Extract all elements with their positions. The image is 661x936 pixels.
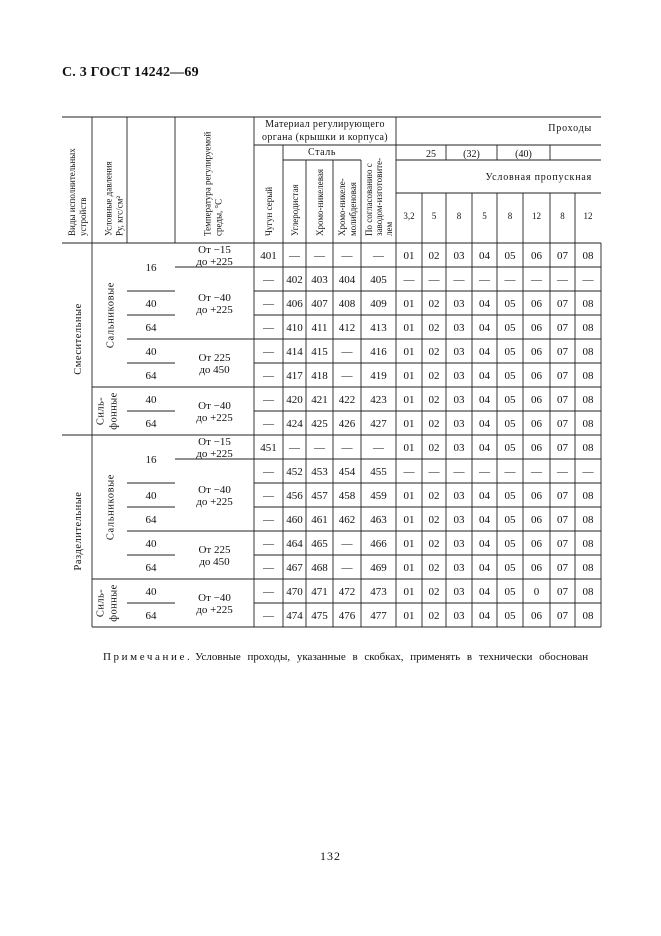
throughput-value: 12 <box>532 211 541 221</box>
material-code: 423 <box>370 394 387 406</box>
header-types-devices: Виды исполнительныхустройств <box>67 148 88 236</box>
passage-code: 06 <box>531 442 542 454</box>
passage-code: — <box>479 274 490 286</box>
passage-code: 08 <box>582 562 594 574</box>
material-code: 408 <box>338 298 356 310</box>
passage-code: 07 <box>557 394 568 406</box>
temperature-value-to: до +225 <box>196 496 233 508</box>
passage-code: 02 <box>428 298 440 310</box>
passage-code: 03 <box>453 514 465 526</box>
material-code: 427 <box>370 418 387 430</box>
passage-code: — <box>531 466 542 478</box>
pressure-value: 40 <box>145 586 157 598</box>
material-code: — <box>341 538 353 550</box>
throughput-value: 8 <box>507 211 513 221</box>
passage-code: 01 <box>403 394 415 406</box>
passage-code: 06 <box>531 370 542 382</box>
passage-code: 03 <box>453 418 465 430</box>
passage-code: 08 <box>582 514 594 526</box>
material-code: — <box>263 418 274 430</box>
material-code: — <box>263 490 274 502</box>
material-code: 425 <box>311 418 328 430</box>
temperature-value-to: до 450 <box>199 364 230 376</box>
material-code: 467 <box>286 562 303 574</box>
passage-code: 02 <box>428 514 440 526</box>
passage-code: 05 <box>504 538 516 550</box>
passage-code: 06 <box>531 250 542 262</box>
passage-code: 07 <box>557 298 568 310</box>
pressure-value: 64 <box>145 610 157 622</box>
temperature-value-from: От −15 <box>198 244 231 256</box>
passage-code: 03 <box>453 562 465 574</box>
header-pressure: Условные давленияPу, кгс/см² <box>103 161 125 236</box>
throughput-value: 12 <box>583 211 593 221</box>
material-code: 471 <box>311 586 328 598</box>
material-code: 416 <box>370 346 387 358</box>
subgroup-label: Силь- <box>95 588 107 618</box>
passage-group-label: 25 <box>426 149 436 160</box>
passage-code: 08 <box>582 442 594 454</box>
passage-code: 01 <box>403 514 415 526</box>
header-material-title-line1: Материал регулирующего <box>265 119 385 130</box>
material-code: 470 <box>286 586 303 598</box>
material-code: — <box>289 442 300 454</box>
page-number: 132 <box>320 849 341 863</box>
passage-code: — <box>557 466 568 478</box>
material-code: — <box>341 346 353 358</box>
throughput-value: 8 <box>456 211 462 221</box>
table-note <box>103 651 588 663</box>
material-code: — <box>341 442 353 454</box>
passage-code: 02 <box>428 370 440 382</box>
passage-code: 07 <box>557 490 568 502</box>
material-code: 461 <box>311 514 328 526</box>
subgroup-label: фонные <box>108 584 120 622</box>
material-code: — <box>314 250 325 262</box>
pressure-value: 40 <box>145 346 157 358</box>
material-code: 418 <box>311 370 328 382</box>
material-code: 477 <box>370 610 387 622</box>
passage-code: 06 <box>531 514 542 526</box>
material-code: 460 <box>286 514 303 526</box>
passage-group-label: (40) <box>515 149 532 160</box>
passage-code: 05 <box>504 346 516 358</box>
material-code: 401 <box>260 250 277 262</box>
passage-code: 08 <box>582 346 594 358</box>
passage-code: 02 <box>428 442 440 454</box>
passage-code: 01 <box>403 418 415 430</box>
temperature-value-from: От 225 <box>198 544 231 556</box>
passage-code: 06 <box>531 490 542 502</box>
passage-code: 06 <box>531 322 542 334</box>
material-code: 469 <box>370 562 387 574</box>
material-code: — <box>263 610 274 622</box>
temperature-value-from: От 225 <box>198 352 231 364</box>
passage-code: 02 <box>428 538 440 550</box>
passage-code: — <box>403 274 415 286</box>
passage-code: 01 <box>403 610 415 622</box>
temperature-value-to: до 450 <box>199 556 230 568</box>
material-code: — <box>263 394 274 406</box>
throughput-value: 3,2 <box>403 211 415 221</box>
passage-code: 07 <box>557 538 568 550</box>
passage-code: — <box>403 466 415 478</box>
passage-code: 07 <box>557 322 568 334</box>
passage-code: 07 <box>557 562 568 574</box>
material-code: 459 <box>370 490 387 502</box>
passage-code: — <box>504 466 516 478</box>
passage-code: 05 <box>504 418 516 430</box>
material-code: 451 <box>260 442 277 454</box>
passage-code: 06 <box>531 610 542 622</box>
passage-code: 06 <box>531 538 542 550</box>
passage-code: 01 <box>403 322 415 334</box>
passage-code: — <box>479 466 490 478</box>
passage-code: 07 <box>557 370 568 382</box>
material-code: 453 <box>311 466 328 478</box>
passage-code: 08 <box>582 322 594 334</box>
material-code: — <box>263 370 274 382</box>
passage-code: 01 <box>403 490 415 502</box>
pressure-value: 40 <box>145 490 157 502</box>
material-code: — <box>314 442 325 454</box>
passage-code: 08 <box>582 586 594 598</box>
passage-code: 03 <box>453 490 465 502</box>
passage-code: 08 <box>582 538 594 550</box>
material-code: — <box>263 562 274 574</box>
passage-code: 02 <box>428 610 440 622</box>
passage-code: 04 <box>479 538 490 550</box>
material-code: 410 <box>286 322 303 334</box>
material-code: 409 <box>370 298 387 310</box>
passage-code: 01 <box>403 370 415 382</box>
passage-code: — <box>557 274 568 286</box>
temperature-value-from: От −40 <box>198 484 231 496</box>
passage-code: 08 <box>582 418 594 430</box>
passage-code: 03 <box>453 322 465 334</box>
passage-code: — <box>531 274 542 286</box>
passage-code: 01 <box>403 586 415 598</box>
material-code: 473 <box>370 586 387 598</box>
passage-code: 04 <box>479 442 490 454</box>
pressure-value: 16 <box>145 454 157 466</box>
material-code: 457 <box>311 490 328 502</box>
passage-code: 06 <box>531 394 542 406</box>
pressure-value: 64 <box>145 370 157 382</box>
passage-code: 02 <box>428 490 440 502</box>
passage-code: 02 <box>428 250 440 262</box>
subgroup-label: Сальниковые <box>105 281 117 349</box>
passage-code: 04 <box>479 418 490 430</box>
material-code: 456 <box>286 490 303 502</box>
material-code: — <box>263 586 274 598</box>
material-code: 407 <box>311 298 328 310</box>
subgroup-label: фонные <box>108 392 120 430</box>
subgroup-label: Силь- <box>95 396 107 426</box>
material-code: — <box>263 346 274 358</box>
passage-code: 03 <box>453 538 465 550</box>
passage-code: 01 <box>403 562 415 574</box>
passage-code: 08 <box>582 250 594 262</box>
passage-code: 05 <box>504 586 516 598</box>
passage-code: 01 <box>403 346 415 358</box>
passage-code: 03 <box>453 250 465 262</box>
pressure-value: 64 <box>145 514 157 526</box>
material-code: — <box>341 370 353 382</box>
passage-code: 07 <box>557 514 568 526</box>
pressure-value: 40 <box>145 394 157 406</box>
page-header: С. 3 ГОСТ 14242—69 <box>62 65 199 80</box>
passage-code: 05 <box>504 562 516 574</box>
material-code: 464 <box>286 538 303 550</box>
passage-code: 06 <box>531 346 542 358</box>
passage-code: 06 <box>531 298 542 310</box>
material-code: — <box>263 322 274 334</box>
note-label: Примечание. <box>103 651 193 663</box>
passage-code: 04 <box>479 250 490 262</box>
passage-code: 03 <box>453 586 465 598</box>
material-code: 452 <box>286 466 303 478</box>
note-text: Условные проходы, указанные в скобках, применять в технически обоснован <box>195 651 589 663</box>
material-code: 455 <box>370 466 387 478</box>
material-code: 404 <box>338 274 356 286</box>
header-passages-title: Проходы <box>548 123 592 134</box>
passage-code: 04 <box>479 586 490 598</box>
passage-code: 07 <box>557 586 568 598</box>
header-throughput-title: Условная пропускная <box>485 172 592 183</box>
passage-code: 06 <box>531 562 542 574</box>
passage-code: 08 <box>582 490 594 502</box>
throughput-value: 5 <box>431 211 437 221</box>
material-code: — <box>373 442 384 454</box>
material-code: — <box>289 250 300 262</box>
temperature-value-to: до +225 <box>196 256 233 268</box>
pressure-value: 40 <box>145 298 157 310</box>
passage-code: 03 <box>453 610 465 622</box>
material-code: — <box>263 466 274 478</box>
temperature-value-to: до +225 <box>196 412 233 424</box>
passage-code: 03 <box>453 370 465 382</box>
passage-code: 01 <box>403 298 415 310</box>
passage-code: 07 <box>557 442 568 454</box>
passage-code: 04 <box>479 610 490 622</box>
material-code: 462 <box>338 514 356 526</box>
material-code: 419 <box>370 370 387 382</box>
material-code: 411 <box>311 322 328 334</box>
temperature-value-from: От −15 <box>198 436 231 448</box>
passage-code: 02 <box>428 418 440 430</box>
material-code: 421 <box>311 394 328 406</box>
subgroup-label: Сальниковые <box>105 473 117 541</box>
passage-code: 03 <box>453 298 465 310</box>
passage-code: 03 <box>453 394 465 406</box>
group-label: Смесительные <box>73 303 84 375</box>
passage-code: 04 <box>479 514 490 526</box>
passage-code: — <box>428 274 440 286</box>
passage-code: — <box>453 274 465 286</box>
material-code: — <box>341 250 353 262</box>
material-code: 472 <box>338 586 356 598</box>
passage-code: 05 <box>504 250 516 262</box>
material-code: 420 <box>286 394 303 406</box>
passage-code: 04 <box>479 370 490 382</box>
material-code: 406 <box>286 298 303 310</box>
material-code: 417 <box>286 370 303 382</box>
material-code: — <box>373 250 384 262</box>
passage-code: 07 <box>557 418 568 430</box>
material-code: 403 <box>311 274 328 286</box>
passage-code: 08 <box>582 394 594 406</box>
passage-code: 05 <box>504 490 516 502</box>
passage-code: 04 <box>479 562 490 574</box>
passage-code: 01 <box>403 442 415 454</box>
group-label: Разделительные <box>73 491 84 571</box>
passage-code: 04 <box>479 490 490 502</box>
passage-code: 08 <box>582 298 594 310</box>
temperature-value-to: до +225 <box>196 304 233 316</box>
passage-code: 05 <box>504 322 516 334</box>
passage-code: — <box>582 274 594 286</box>
pressure-value: 40 <box>145 538 157 550</box>
header-material-chrome-nickel-moly: Хромо-никеле-молибденовая <box>337 178 358 236</box>
material-code: — <box>263 538 274 550</box>
header-material-chrome-nickel: Хромо-никелевая <box>315 168 325 236</box>
passage-code: — <box>504 274 516 286</box>
passage-code: 02 <box>428 346 440 358</box>
passage-code: 03 <box>453 442 465 454</box>
passage-code: 02 <box>428 394 440 406</box>
material-code: 463 <box>370 514 387 526</box>
material-code: — <box>263 514 274 526</box>
header-temperature: Температура регулируемойсреды, °С <box>202 131 224 236</box>
passage-code: 07 <box>557 250 568 262</box>
material-code: 424 <box>286 418 303 430</box>
passage-code: 05 <box>504 298 516 310</box>
material-code: — <box>263 298 274 310</box>
temperature-value-to: до +225 <box>196 448 233 460</box>
passage-code: 04 <box>479 298 490 310</box>
material-code: — <box>341 562 353 574</box>
material-code: — <box>263 274 274 286</box>
temperature-value-from: От −40 <box>198 592 231 604</box>
passage-code: 02 <box>428 322 440 334</box>
passage-code: — <box>428 466 440 478</box>
material-code: 414 <box>286 346 303 358</box>
passage-code: 07 <box>557 346 568 358</box>
temperature-value-from: От −40 <box>198 400 231 412</box>
passage-code: 06 <box>531 418 542 430</box>
material-code: 415 <box>311 346 328 358</box>
material-code: 412 <box>338 322 356 334</box>
passage-code: 05 <box>504 394 516 406</box>
passage-group-label: (32) <box>463 149 480 160</box>
material-code: 476 <box>338 610 356 622</box>
material-code: 465 <box>311 538 328 550</box>
passage-code: 05 <box>504 610 516 622</box>
material-code: 458 <box>338 490 356 502</box>
passage-code: 08 <box>582 610 594 622</box>
material-code: 466 <box>370 538 387 550</box>
temperature-value-from: От −40 <box>198 292 231 304</box>
passage-code: 04 <box>479 322 490 334</box>
temperature-value-to: до +225 <box>196 604 233 616</box>
passage-code: 0 <box>533 586 540 598</box>
passage-code: 03 <box>453 346 465 358</box>
passage-code: 05 <box>504 514 516 526</box>
material-code: 426 <box>338 418 356 430</box>
pressure-value: 64 <box>145 322 157 334</box>
material-code: 475 <box>311 610 328 622</box>
material-code: 422 <box>338 394 356 406</box>
passage-code: — <box>453 466 465 478</box>
pressure-value: 16 <box>145 262 157 274</box>
material-code: 468 <box>311 562 328 574</box>
passage-code: 01 <box>403 538 415 550</box>
header-material-title-line2: органа (крышки и корпуса) <box>261 132 389 143</box>
passage-code: 02 <box>428 586 440 598</box>
material-code: 413 <box>370 322 387 334</box>
header-material-cast-iron: Чугун серый <box>264 186 274 236</box>
passage-code: 02 <box>428 562 440 574</box>
passage-code: 07 <box>557 610 568 622</box>
passage-code: 04 <box>479 346 490 358</box>
passage-code: — <box>582 466 594 478</box>
material-code: 405 <box>370 274 387 286</box>
passage-code: 01 <box>403 250 415 262</box>
header-steel-group: Сталь <box>307 147 337 158</box>
material-code: 454 <box>338 466 356 478</box>
header-material-agreement: По согласованию сзаводом-изготовите-лем <box>364 157 394 236</box>
throughput-value: 8 <box>560 211 565 221</box>
passage-code: 08 <box>582 370 594 382</box>
passage-code: 05 <box>504 442 516 454</box>
material-code: 474 <box>286 610 303 622</box>
throughput-value: 5 <box>482 211 487 221</box>
passage-code: 04 <box>479 394 490 406</box>
header-material-carbon: Углеродистая <box>290 184 300 236</box>
pressure-value: 64 <box>145 418 157 430</box>
pressure-value: 64 <box>145 562 157 574</box>
passage-code: 05 <box>504 370 516 382</box>
material-code: 402 <box>286 274 303 286</box>
